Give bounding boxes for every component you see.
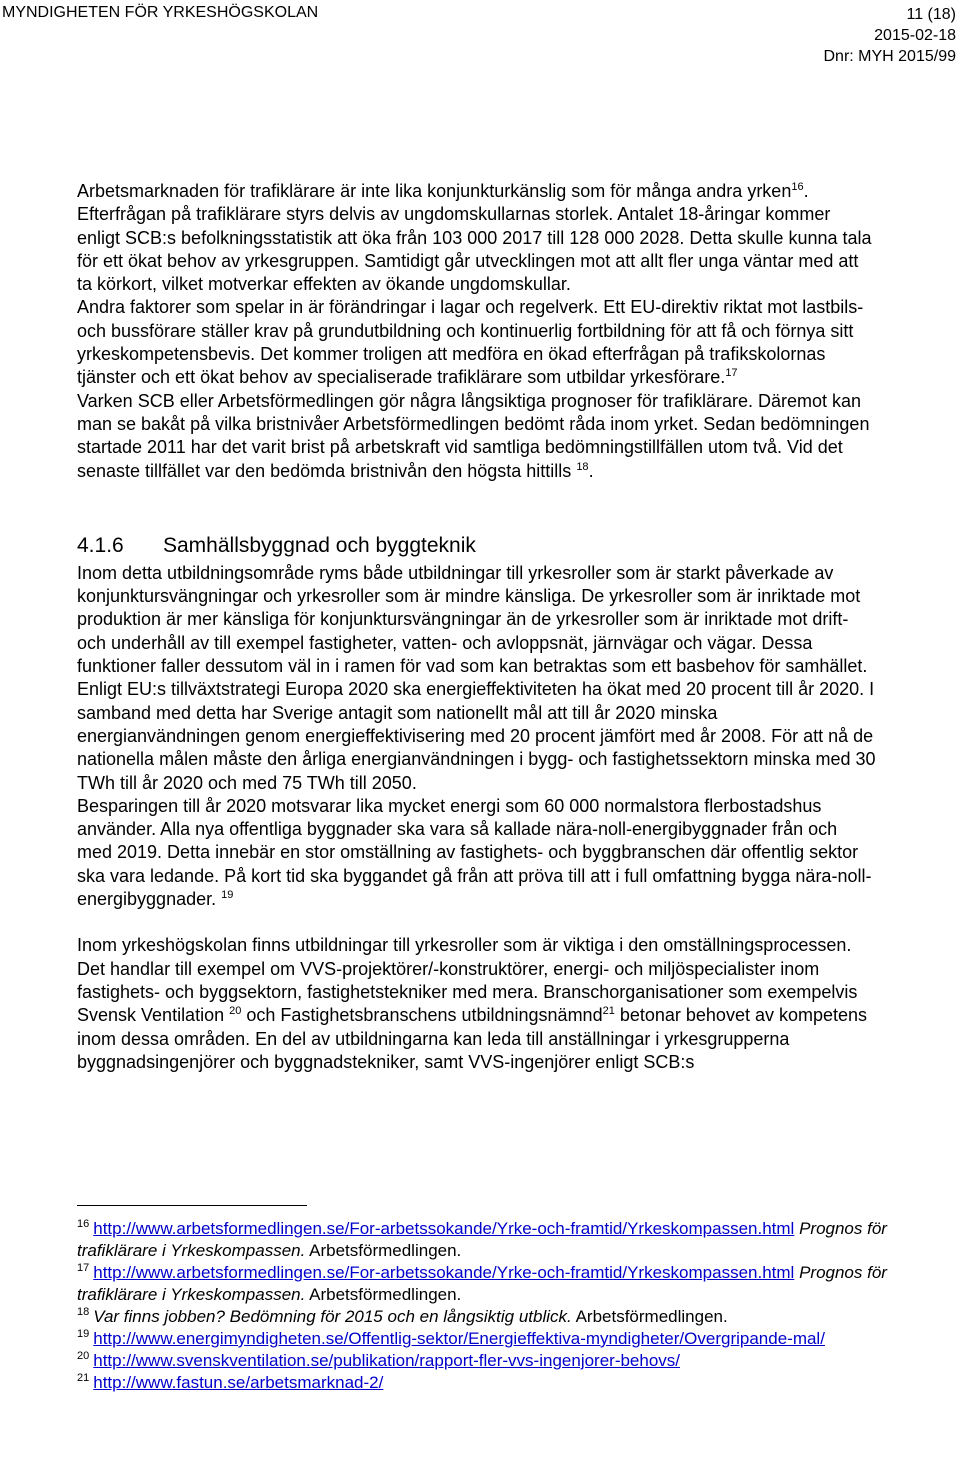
footnote-number: 21 <box>77 1372 90 1384</box>
footnote-link[interactable]: http://www.arbetsformedlingen.se/For-arbetssokande/Yrke-och-framtid/Yrkeskompassen.html <box>93 1263 795 1282</box>
header-meta <box>823 4 956 67</box>
section-heading <box>77 532 877 560</box>
paragraph-forecasts <box>77 390 877 483</box>
footnote-number: 19 <box>77 1328 90 1340</box>
paragraph-text: . <box>588 460 594 481</box>
section-number: 4.1.6 <box>77 533 124 557</box>
paragraph-text: och Fastighetsbranschens utbildningsnämnd <box>241 1005 603 1026</box>
footnote-ref-16[interactable]: 16 <box>791 181 804 193</box>
footnote-ref-17[interactable]: 17 <box>725 367 738 380</box>
footnotes <box>77 1218 937 1394</box>
paragraph-labor-market <box>77 180 877 296</box>
footnote-ref-19[interactable]: 19 <box>221 889 234 902</box>
footnote-link[interactable]: http://www.arbetsformedlingen.se/For-arbetssokande/Yrke-och-framtid/Yrkeskompassen.html <box>93 1219 795 1238</box>
footnote-19 <box>77 1328 937 1350</box>
paragraph-regulations <box>77 296 877 389</box>
paragraph-text: Arbetsmarknaden för trafiklärare är inte lika konjunkturkänslig som för många andra yrken <box>77 181 792 201</box>
footnote-title: Prognos för trafiklärare i Yrkeskompassen. <box>77 1219 887 1260</box>
paragraph-text: Inom yrkeshögskolan finns utbildningar till yrkesroller som är viktiga i den omställningsprocessen. Det handlar till exempel om VVS-projektörer/-konstruktörer, energi- och miljöspecialister inom fastighets- och byggsektorn, fastighetstekniker med mera. Branschorganisationer som exempelvis Svensk Ventilation <box>77 935 858 1026</box>
footnote-ref-20[interactable]: 20 <box>229 1005 242 1018</box>
page-number: 11 (18) <box>906 6 956 23</box>
document-date: 2015-02-18 <box>874 27 956 44</box>
footnote-source: Arbetsförmedlingen. <box>309 1241 462 1260</box>
organization-name: MYNDIGHETEN FÖR YRKESHÖGSKOLAN <box>2 4 319 21</box>
paragraph-spacer <box>77 911 877 934</box>
main-content <box>77 180 877 1074</box>
footnote-17 <box>77 1262 937 1306</box>
paragraph-text: Besparingen till år 2020 motsvarar lika mycket energi som 60 000 normalstora flerbostadshus använder. Alla nya offentliga byggnader ska vara så kallade nära-noll-energibyggnader från och med 2019. Detta innebär en stor omställning av fastighets- och byggbranschen där offentlig sektor ska vara ledande. På kort tid ska byggandet gå från att pröva till att i full omfattning bygga nära-noll-energibyggnader. <box>77 795 872 910</box>
footnote-number: 20 <box>77 1350 90 1362</box>
footnote-ref-18[interactable]: 18 <box>576 460 589 473</box>
footnote-20 <box>77 1350 937 1372</box>
footnote-16 <box>77 1218 937 1262</box>
paragraph-yrkeshogskolan <box>77 934 877 1074</box>
document-reference: Dnr: MYH 2015/99 <box>823 48 956 65</box>
footnote-source: Arbetsförmedlingen. <box>575 1307 728 1326</box>
footnote-number: 18 <box>77 1306 90 1318</box>
footnote-title: Prognos för trafiklärare i Yrkeskompassen. <box>77 1263 887 1304</box>
footnote-link[interactable]: http://www.fastun.se/arbetsmarknad-2/ <box>93 1373 384 1392</box>
paragraph-savings <box>77 795 877 911</box>
paragraph-text: Varken SCB eller Arbetsförmedlingen gör några långsiktiga prognoser för trafiklärare. Däremot kan man se bakåt på vilka bristnivåer Arbetsförmedlingen bedömt råda inom yrket. Sedan bedömningen startade 2011 har det varit brist på arbetskraft vid samtliga bedömningstillfällen utom två. Vid det senaste tillfället var den bedömda bristnivån den högsta hittills <box>77 390 870 481</box>
footnote-link[interactable]: http://www.energimyndigheten.se/Offentlig-sektor/Energieffektiva-myndigheter/Overgripande-mal/ <box>93 1329 825 1348</box>
footnote-link[interactable]: http://www.svenskventilation.se/publikation/rapport-fler-vvs-ingenjorer-behovs/ <box>93 1351 681 1370</box>
footnote-title: Var finns jobben? Bedömning för 2015 och en långsiktig utblick. <box>93 1307 572 1326</box>
paragraph-eu-strategy: Enligt EU:s tillväxtstrategi Europa 2020 ska energieffektiviteten ha ökat med 20 procent till år 2020. I samband med detta har Sverige antagit som nationellt mål att till år 2020 minska energianvändningen genom energieffektivisering med 20 procent jämfört med år 2008. För att nå de nationella målen måste den årliga energianvändningen i bygg- och fastighetssektorn minska med 30 TWh till år 2020 och med 75 TWh till 2050. <box>77 679 876 793</box>
page-header <box>0 4 960 65</box>
paragraph-text: Andra faktorer som spelar in är förändringar i lagar och regelverk. Ett EU-direktiv riktat mot lastbils- och bussförare ställer krav på grundutbildning och kontinuerlig fortbildning för att få och förnya sitt yrkeskompetensbevis. Det kommer troligen att medföra en ökad efterfrågan på trafikskolornas tjänster och ett ökat behov av specialiserade trafiklärare som utbildar yrkesförare. <box>77 297 864 388</box>
footnote-ref-21[interactable]: 21 <box>602 1005 615 1018</box>
paragraph-text: betonar behovet av kompetens inom dessa områden. En del av utbildningarna kan leda till anställningar i yrkesgrupperna byggnadsingenjörer och byggnadstekniker, samt VVS-ingenjörer enligt SCB:s <box>77 1005 868 1072</box>
footnote-18 <box>77 1306 937 1328</box>
paragraph-education-area: Inom detta utbildningsområde ryms både utbildningar till yrkesroller som är starkt påverkade av konjunktursvängningar och yrkesroller som är mindre känsliga. De yrkesroller som är inriktade mot produktion är mer känsliga för konjunktursvängningar än de yrkesroller som är inriktade mot drift- och underhåll av till exempel fastigheter, vatten- och avloppsnät, järnvägar och vägar. Dessa funktioner faller dessutom väl in i ramen för vad som kan betraktas som ett basbehov för samhället. <box>77 562 868 677</box>
footnote-number: 16 <box>77 1218 90 1230</box>
section-title: Samhällsbyggnad och byggteknik <box>163 533 476 557</box>
section-spacer <box>77 483 877 518</box>
footnote-number: 17 <box>77 1262 90 1274</box>
footnote-source: Arbetsförmedlingen. <box>309 1285 462 1304</box>
footnote-divider <box>77 1205 307 1206</box>
footnote-21 <box>77 1372 937 1394</box>
paragraph-text: . Efterfrågan på trafiklärare styrs delvis av ungdomskullarnas storlek. Antalet 18-åringar kommer enligt SCB:s befolkningsstatistik att öka från 103 000 2017 till 128 000 2028. Detta skulle kunna tala för ett ökat behov av yrkesgruppen. Samtidigt går utvecklingen mot att allt fler unga väntar med att ta körkort, vilket motverkar effekten av ökande ungdomskullar. <box>77 181 872 295</box>
